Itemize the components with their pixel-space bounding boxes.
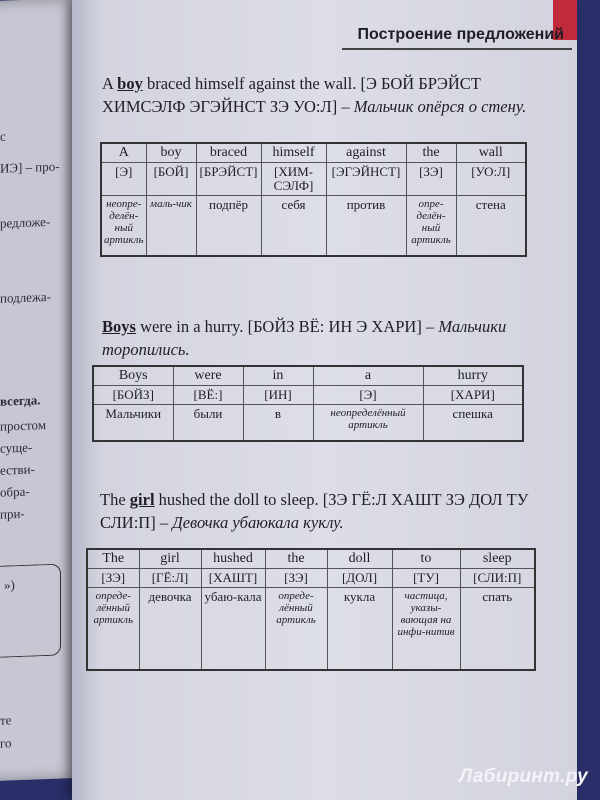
- meaning-cell: в: [243, 405, 313, 441]
- word-cell: sleep: [460, 549, 535, 569]
- transcription-cell: [БОЙ]: [146, 163, 196, 196]
- word-cell: doll: [327, 549, 392, 569]
- meaning-cell: стена: [456, 196, 526, 256]
- translation: Мальчики торопились.: [102, 317, 507, 359]
- left-page: [0, 0, 80, 782]
- meaning-cell: кукла: [327, 588, 392, 670]
- transcription-cell: [СЛИ:П]: [460, 569, 535, 588]
- word-cell: girl: [139, 549, 201, 569]
- transcription-cell: [ТУ]: [392, 569, 460, 588]
- transcription-cell: [БОЙЗ]: [93, 386, 173, 405]
- left-text-line: ИЭ] – про-: [0, 158, 60, 176]
- word-cell: himself: [261, 143, 326, 163]
- word-cell: braced: [196, 143, 261, 163]
- transcription-cell: [ЗЭ]: [87, 569, 139, 588]
- transcription-cell: [ЭГЭЙНСТ]: [326, 163, 406, 196]
- meaning-cell: Мальчики: [93, 405, 173, 441]
- meaning-cell: опре-делён-ный артикль: [406, 196, 456, 256]
- word-cell: hurry: [423, 366, 523, 386]
- left-text-line: те: [0, 712, 12, 728]
- word-cell: against: [326, 143, 406, 163]
- word-cell: Boys: [93, 366, 173, 386]
- left-text-line: естви-: [0, 461, 35, 478]
- word-cell: hushed: [201, 549, 265, 569]
- meaning-cell: опреде-лённый артикль: [265, 588, 327, 670]
- meaning-cell: против: [326, 196, 406, 256]
- word-table-1: [100, 142, 527, 257]
- transcription-cell: [ВЁ:]: [173, 386, 243, 405]
- meaning-cell: частица, указы-вающая на инфи-нитив: [392, 588, 460, 670]
- transcription-cell: [ГЁ:Л]: [139, 569, 201, 588]
- meaning-cell: девочка: [139, 588, 201, 670]
- word-cell: the: [406, 143, 456, 163]
- right-page: [72, 0, 577, 800]
- transcription-cell: [Э]: [313, 386, 423, 405]
- page-title: Построение предложений: [357, 26, 564, 43]
- word-cell: a: [313, 366, 423, 386]
- left-text-line: редложе-: [0, 213, 51, 231]
- left-text-line: всегда.: [0, 392, 41, 409]
- word-table-2: [92, 365, 524, 442]
- meaning-cell: себя: [261, 196, 326, 256]
- meaning-cell: неопре-делён-ный артикль: [101, 196, 146, 256]
- left-text-line: простом: [0, 417, 47, 434]
- sentence-2: Boys were in a hurry. [БОЙЗ ВЁ: ИН Э ХАРИ] – Мальчики торопились.: [102, 317, 507, 359]
- transcription-cell: [ЗЭ]: [265, 569, 327, 588]
- transcription-cell: [ДОЛ]: [327, 569, 392, 588]
- meaning-cell: подпёр: [196, 196, 261, 256]
- left-text-line: го: [0, 735, 12, 751]
- left-text-line: »): [4, 577, 15, 593]
- subject-word: girl: [129, 490, 155, 509]
- left-text-line: при-: [0, 505, 25, 522]
- page-header: [342, 22, 572, 50]
- subject-word: boy: [117, 74, 143, 93]
- meaning-cell: опреде-лённый артикль: [87, 588, 139, 670]
- meaning-cell: убаю-кала: [201, 588, 265, 670]
- meaning-cell: спешка: [423, 405, 523, 441]
- sentence-1: A boy braced himself against the wall. [Э БОЙ БРЭЙСТ ХИМСЭЛФ ЭГЭЙНСТ ЗЭ УО:Л] – Мальчик опёрся о стену.: [102, 74, 527, 116]
- transcription-cell: [БРЭЙСТ]: [196, 163, 261, 196]
- translation: Мальчик опёрся о стену.: [353, 97, 527, 116]
- word-cell: A: [101, 143, 146, 163]
- word-cell: wall: [456, 143, 526, 163]
- word-cell: The: [87, 549, 139, 569]
- transcription-cell: [ЗЭ]: [406, 163, 456, 196]
- transcription-cell: [УО:Л]: [456, 163, 526, 196]
- left-text-line: обра-: [0, 483, 30, 500]
- word-cell: in: [243, 366, 313, 386]
- transcription-cell: [ХАШТ]: [201, 569, 265, 588]
- translation: Девочка убаюкала куклу.: [172, 513, 344, 532]
- word-cell: to: [392, 549, 460, 569]
- meaning-cell: маль-чик: [146, 196, 196, 256]
- watermark-logo: Лабиринт.ру: [459, 766, 588, 787]
- word-cell: the: [265, 549, 327, 569]
- transcription-cell: [Э]: [101, 163, 146, 196]
- word-cell: boy: [146, 143, 196, 163]
- subject-word: Boys: [102, 317, 136, 336]
- meaning-cell: были: [173, 405, 243, 441]
- sentence-3: The girl hushed the doll to sleep. [ЗЭ ГЁ:Л ХАШТ ЗЭ ДОЛ ТУ СЛИ:П] – Девочка убаюкала куклу.: [100, 490, 529, 532]
- left-text-line: суще-: [0, 439, 33, 456]
- left-text-line: с: [0, 128, 6, 144]
- left-text-line: подлежа-: [0, 288, 52, 306]
- word-cell: were: [173, 366, 243, 386]
- meaning-cell: неопределённый артикль: [313, 405, 423, 441]
- transcription-cell: [ХАРИ]: [423, 386, 523, 405]
- transcription-cell: [ИН]: [243, 386, 313, 405]
- word-table-3: [86, 548, 536, 671]
- transcription-cell: [ХИМ-СЭЛФ]: [261, 163, 326, 196]
- meaning-cell: спать: [460, 588, 535, 670]
